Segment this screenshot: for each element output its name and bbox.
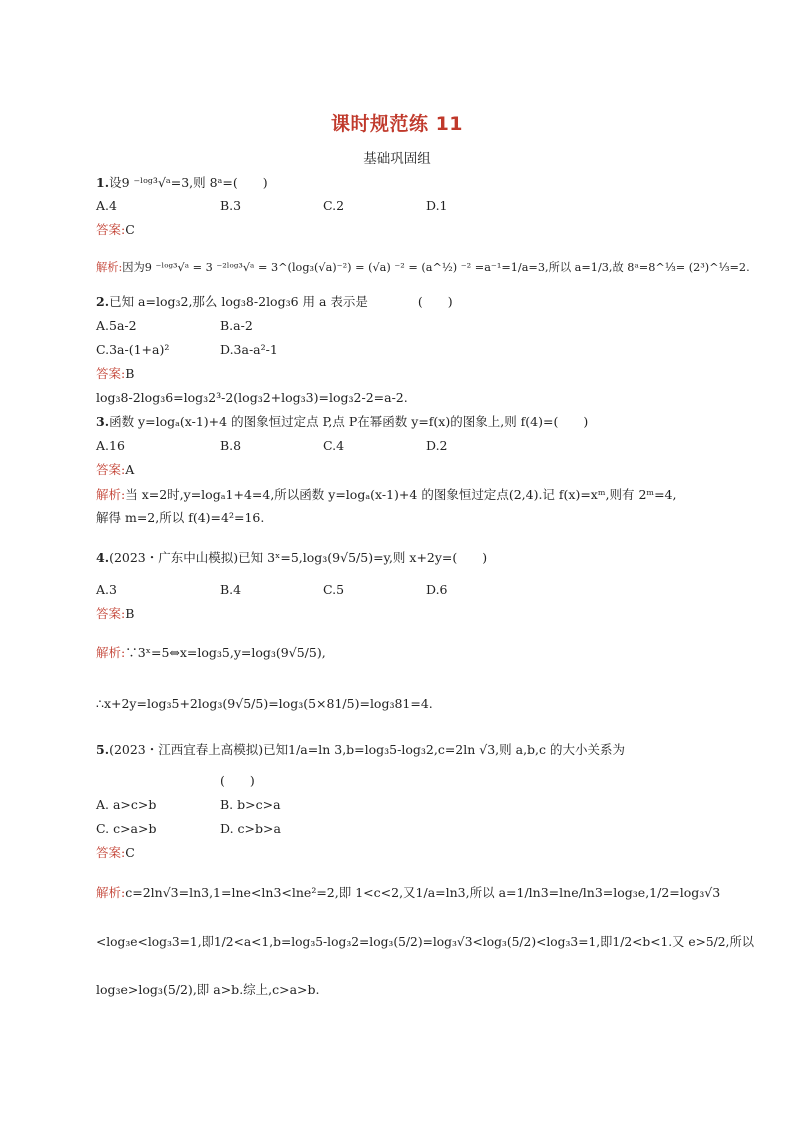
q4-option-d: D.6	[426, 582, 448, 597]
question-text: 函数 y=logₐ(x-1)+4 的图象恒过定点 P,点 P在幂函数 y=f(x)的图象上,则 f(4)=( )	[109, 414, 589, 429]
analysis-label: 解析:	[96, 645, 126, 660]
q4-option-b: B.4	[220, 582, 242, 597]
answer-label: 答案:	[96, 222, 126, 237]
q1-option-b: B.3	[220, 198, 242, 213]
question-number: 4.	[96, 550, 110, 565]
question-3-stem	[96, 414, 588, 430]
answer-value: C	[125, 222, 135, 237]
answer-label: 答案:	[96, 606, 126, 621]
analysis-label: 解析:	[96, 487, 126, 502]
q3-analysis-line-1	[96, 487, 676, 503]
q5-option-c: C. c>a>b	[96, 821, 157, 836]
answer-label: 答案:	[96, 845, 126, 860]
q1-option-d: D.1	[426, 198, 448, 213]
question-4-stem	[96, 550, 487, 566]
question-1-stem	[96, 175, 268, 191]
question-5-stem	[96, 742, 625, 758]
q3-answer	[96, 462, 134, 478]
q4-analysis-line-2: ∴x+2y=log₃5+2log₃(9√5/5)=log₃(5×81/5)=log₃81=4.	[96, 696, 433, 711]
q5-option-b: B. b>c>a	[220, 797, 281, 812]
analysis-text: 因为9 ⁻ˡᵒᵍ³√ᵃ = 3 ⁻²ˡᵒᵍ³√ᵃ = 3^(log₃(√a)⁻²) = (√a) ⁻² = (a^½) ⁻² =a⁻¹=1/a=3,所以 a=1/3,故 8ᵃ=8^⅓= (2³)^⅓=2.	[122, 261, 750, 274]
q5-analysis-line-1	[96, 885, 720, 901]
question-text: (2023・江西宜春上高模拟)已知1/a=ln 3,b=log₃5-log₃2,c=2ln √3,则 a,b,c 的大小关系为	[109, 742, 626, 757]
q4-answer	[96, 606, 134, 622]
q3-option-c: C.4	[323, 438, 345, 453]
question-number: 3.	[96, 414, 110, 429]
q1-option-c: C.2	[323, 198, 345, 213]
q2-option-b: B.a-2	[220, 318, 253, 333]
q4-analysis-line-1	[96, 645, 326, 661]
q3-option-b: B.8	[220, 438, 242, 453]
q3-analysis-line-2: 解得 m=2,所以 f(4)=4²=16.	[96, 510, 265, 525]
section-subtitle: 基础巩固组	[363, 151, 431, 167]
q5-analysis-line-2: <log₃e<log₃3=1,即1/2<a<1,b=log₃5-log₃2=log₃(5/2)=log₃√3<log₃(5/2)<log₃3=1,即1/2<b<1.又 e>5/2,所以	[96, 935, 754, 949]
analysis-text: c=2ln√3=ln3,1=lne<ln3<lne²=2,即 1<c<2,又1/a=ln3,所以 a=1/ln3=lne/ln3=log₃e,1/2=log₃√3	[125, 885, 721, 900]
q5-option-d: D. c>b>a	[220, 821, 281, 836]
answer-value: C	[125, 845, 135, 860]
q2-answer	[96, 366, 134, 382]
analysis-text: 当 x=2时,y=logₐ1+4=4,所以函数 y=logₐ(x-1)+4 的图象恒过定点(2,4).记 f(x)=xᵐ,则有 2ᵐ=4,	[125, 487, 677, 502]
q5-answer-parentheses: ( )	[220, 773, 255, 788]
q2-option-d: D.3a-a²-1	[220, 342, 278, 357]
q3-option-a: A.16	[96, 438, 125, 453]
q1-analysis	[96, 260, 750, 276]
analysis-label: 解析:	[96, 261, 123, 274]
q2-option-a: A.5a-2	[96, 318, 137, 333]
question-number: 1.	[96, 175, 110, 190]
q5-option-a: A. a>c>b	[96, 797, 157, 812]
q2-analysis: log₃8-2log₃6=log₃2³-2(log₃2+log₃3)=log₃2-2=a-2.	[96, 390, 408, 405]
answer-value: A	[125, 462, 135, 477]
q4-option-a: A.3	[96, 582, 117, 597]
question-text: (2023・广东中山模拟)已知 3ˣ=5,log₃(9√5/5)=y,则 x+2y=( )	[109, 550, 488, 565]
question-text: 已知 a=log₃2,那么 log₃8-2log₃6 用 a 表示是 ( )	[109, 294, 453, 309]
q1-answer	[96, 222, 135, 238]
analysis-text: ∵3ˣ=5⇔x=log₃5,y=log₃(9√5/5),	[125, 645, 326, 660]
answer-label: 答案:	[96, 366, 126, 381]
question-number: 5.	[96, 742, 110, 757]
analysis-label: 解析:	[96, 885, 126, 900]
question-text: 设9 ⁻ˡᵒᵍ³√ᵃ=3,则 8ᵃ=( )	[109, 175, 268, 190]
q4-option-c: C.5	[323, 582, 345, 597]
q1-option-a: A.4	[96, 198, 117, 213]
question-number: 2.	[96, 294, 110, 309]
answer-value: B	[125, 366, 135, 381]
answer-label: 答案:	[96, 462, 126, 477]
q5-answer	[96, 845, 135, 861]
q2-option-c: C.3a-(1+a)²	[96, 342, 170, 357]
q5-analysis-line-3: log₃e>log₃(5/2),即 a>b.综上,c>a>b.	[96, 982, 320, 997]
page-title: 课时规范练 11	[330, 113, 464, 135]
q3-option-d: D.2	[426, 438, 448, 453]
answer-value: B	[125, 606, 135, 621]
question-2-stem	[96, 294, 453, 310]
